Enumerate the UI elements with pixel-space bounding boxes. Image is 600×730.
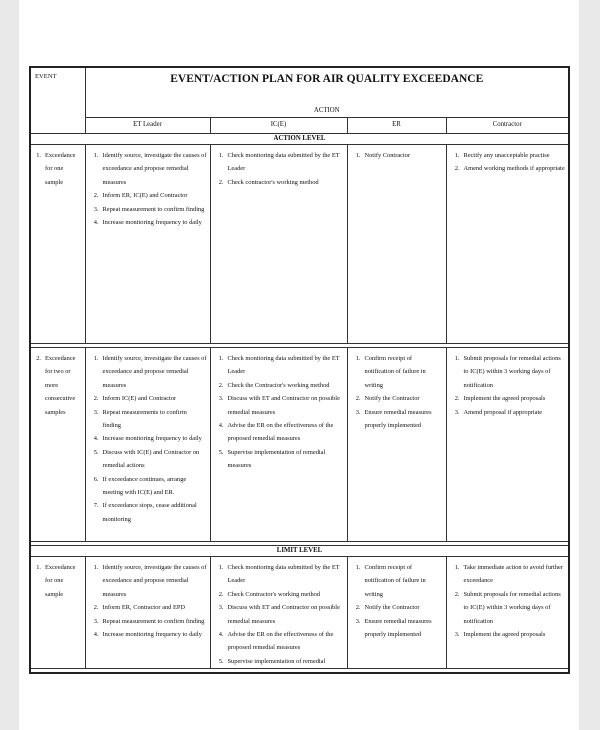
- item-text: Check monitoring data submitted by the ET Leader: [227, 355, 340, 376]
- item-text: Amend working methods if appropriate: [463, 165, 565, 173]
- item-text: Submit proposals for remedial actions to IC(E) within 3 working days of notification: [463, 590, 561, 625]
- item-text: Check monitoring data submitted by the ET Leader: [227, 564, 340, 585]
- action-list: [211, 348, 347, 473]
- item-number: 2.: [355, 604, 361, 612]
- list-item: [211, 419, 347, 446]
- list-item: [348, 149, 446, 162]
- item-number: 2.: [93, 395, 99, 403]
- section-label: LIMIT LEVEL: [30, 546, 569, 557]
- event-list: [31, 348, 85, 419]
- item-number: 3.: [454, 408, 460, 416]
- event-number: 1.: [36, 152, 41, 159]
- action-cell: [85, 557, 210, 669]
- item-text: Check the Contractor's working method: [227, 381, 330, 389]
- col-header-contractor: Contractor: [446, 118, 569, 134]
- action-cell: [210, 348, 347, 542]
- section-header-row: [30, 546, 569, 557]
- item-number: 1.: [93, 564, 99, 571]
- item-number: 2.: [454, 165, 460, 173]
- item-number: 3.: [218, 395, 224, 403]
- item-text: Inform ER, Contractor and EPD: [102, 604, 186, 612]
- action-plan-table: [29, 66, 570, 674]
- item-number: 4.: [93, 631, 99, 639]
- list-item: [86, 432, 210, 445]
- action-list: [86, 348, 210, 526]
- list-item: [86, 149, 210, 189]
- action-list: [348, 145, 446, 162]
- list-item: [348, 615, 446, 642]
- list-item: [211, 588, 347, 601]
- action-cell: [446, 557, 569, 669]
- item-text: Notify Contractor: [364, 152, 411, 159]
- list-item: [211, 446, 347, 473]
- event-list: [31, 557, 85, 601]
- item-text: Notify the Contractor: [364, 604, 420, 612]
- event-item: [31, 149, 85, 189]
- list-item: [86, 352, 210, 392]
- list-item: [348, 601, 446, 614]
- item-text: Ensure remedial measures properly implemented: [364, 617, 432, 639]
- table-body: [30, 134, 569, 674]
- table-row: [30, 557, 569, 669]
- item-number: 1.: [454, 564, 460, 571]
- row-divider: [30, 669, 569, 674]
- item-text: Discuss with ET and Contractor on possible remedial measures: [227, 395, 340, 416]
- action-list: [348, 557, 446, 641]
- col-header-et-leader: ET Leader: [85, 118, 210, 134]
- event-number: 1.: [36, 564, 41, 571]
- item-number: 2.: [355, 395, 361, 403]
- item-number: 5.: [218, 448, 224, 456]
- item-text: Discuss with ET and Contractor on possible remedial measures: [227, 604, 340, 625]
- event-cell: [30, 348, 85, 542]
- event-item: [31, 561, 85, 601]
- list-item: [447, 149, 569, 162]
- item-number: 2.: [93, 192, 99, 200]
- item-number: 4.: [93, 435, 99, 443]
- item-text: Take immediate action to avoid further exceedance: [463, 564, 563, 585]
- item-number: 1.: [218, 152, 224, 159]
- item-number: 3.: [355, 408, 361, 416]
- item-text: Identify source, investigate the causes of exceedance and propose remedial measures: [102, 564, 207, 598]
- action-cell: [85, 145, 210, 344]
- list-item: [211, 628, 347, 655]
- event-number: 2.: [36, 355, 41, 362]
- item-number: 3.: [93, 205, 99, 213]
- item-text: Identify source, investigate the causes of exceedance and propose remedial measures: [102, 355, 207, 389]
- row-divider-cell: [30, 669, 569, 674]
- item-number: 1.: [454, 355, 460, 362]
- event-text: Exceedance for one sample: [45, 152, 76, 186]
- item-text: Repeat measurements to confirm finding: [102, 408, 187, 430]
- list-item: [447, 162, 569, 175]
- item-number: 1.: [454, 152, 460, 159]
- item-text: Ensure remedial measures properly implemented: [364, 408, 432, 430]
- action-cell: [347, 145, 446, 344]
- list-item: [447, 561, 569, 588]
- event-text: Exceedance for two or more consecutive samples: [45, 355, 76, 416]
- list-item: [86, 189, 210, 202]
- item-number: 3.: [93, 408, 99, 416]
- list-item: [86, 615, 210, 628]
- item-text: Advise the ER on the effectiveness of the proposed remedial measures: [227, 631, 334, 652]
- section-header-row: [30, 134, 569, 145]
- list-item: [211, 379, 347, 392]
- item-text: Supervise implementation of remedial: [227, 657, 326, 665]
- action-list: [211, 145, 347, 189]
- item-text: Increase monitoring frequency to daily: [102, 435, 202, 443]
- list-item: [447, 588, 569, 628]
- action-cell: [347, 348, 446, 542]
- event-header: EVENT: [30, 67, 85, 134]
- item-text: Identify source, investigate the causes of exceedance and propose remedial measures: [102, 152, 207, 186]
- item-number: 5.: [218, 657, 224, 665]
- item-text: Check monitoring data submitted by the ET Leader: [227, 152, 340, 173]
- item-text: Rectify any unacceptable practise: [463, 152, 550, 159]
- item-number: 1.: [355, 564, 361, 571]
- list-item: [86, 499, 210, 526]
- action-list: [86, 557, 210, 641]
- item-text: Submit proposals for remedial actions to IC(E) within 3 working days of notification: [463, 355, 561, 389]
- item-number: 3.: [218, 604, 224, 612]
- event-cell: [30, 145, 85, 344]
- col-header-er: ER: [347, 118, 446, 134]
- list-item: [447, 352, 569, 392]
- list-item: [86, 392, 210, 405]
- action-cell: [210, 557, 347, 669]
- list-item: [86, 601, 210, 614]
- list-item: [211, 561, 347, 588]
- item-number: 2.: [454, 590, 460, 598]
- item-text: Implement the agreed proposals: [463, 631, 546, 639]
- list-item: [348, 561, 446, 601]
- list-item: [86, 446, 210, 473]
- item-number: 2.: [218, 381, 224, 389]
- item-number: 2.: [93, 604, 99, 612]
- item-text: Check Contractor's working method: [227, 590, 321, 598]
- list-item: [447, 406, 569, 419]
- list-item: [211, 655, 347, 668]
- list-item: [211, 176, 347, 189]
- action-cell: [446, 348, 569, 542]
- col-header-ic-e: IC(E): [210, 118, 347, 134]
- item-number: 3.: [355, 617, 361, 625]
- item-text: If exceedance continues, arrange meeting with IC(E) and ER.: [102, 475, 187, 497]
- item-number: 1.: [355, 355, 361, 362]
- action-list: [211, 557, 347, 668]
- list-item: [348, 406, 446, 433]
- list-item: [86, 473, 210, 500]
- list-item: [211, 149, 347, 176]
- list-item: [348, 392, 446, 405]
- action-list: [86, 145, 210, 229]
- item-text: Repeat measurement to confirm finding: [102, 617, 205, 625]
- action-list: [447, 557, 569, 641]
- item-text: Increase monitoring frequency to daily: [102, 631, 202, 639]
- list-item: [86, 628, 210, 641]
- item-text: Supervise implementation of remedial measures: [227, 448, 326, 470]
- action-cell: [347, 557, 446, 669]
- item-number: 1.: [218, 355, 224, 362]
- item-number: 2.: [218, 178, 224, 186]
- list-item: [211, 601, 347, 628]
- item-number: 7.: [93, 502, 99, 510]
- item-number: 5.: [93, 448, 99, 456]
- action-list: [447, 348, 569, 419]
- list-item: [447, 392, 569, 405]
- item-number: 4.: [218, 422, 224, 430]
- list-item: [86, 561, 210, 601]
- item-number: 4.: [93, 219, 99, 227]
- event-item: [31, 352, 85, 419]
- item-text: Implement the agreed proposals: [463, 395, 546, 403]
- item-text: Amend proposal if appropriate: [463, 408, 543, 416]
- action-cell: [446, 145, 569, 344]
- item-text: If exceedance stops, cease additional monitoring: [102, 502, 197, 523]
- item-number: 4.: [218, 631, 224, 639]
- table-row: [30, 348, 569, 542]
- list-item: [86, 406, 210, 433]
- event-text: Exceedance for one sample: [45, 564, 76, 598]
- item-number: 1.: [93, 355, 99, 362]
- item-text: Increase monitoring frequency to daily: [102, 219, 202, 227]
- item-text: Inform IC(E) and Contractor: [102, 395, 177, 403]
- item-text: Confirm receipt of notification of failure in writing: [364, 564, 426, 598]
- event-list: [31, 145, 85, 189]
- item-number: 1.: [355, 152, 361, 159]
- list-item: [211, 352, 347, 379]
- action-list: [447, 145, 569, 176]
- item-number: 2.: [218, 590, 224, 598]
- table-row: [30, 145, 569, 344]
- action-cell: [85, 348, 210, 542]
- section-label: ACTION LEVEL: [30, 134, 569, 145]
- item-number: 1.: [93, 152, 99, 159]
- item-text: Confirm receipt of notification of failure in writing: [364, 355, 426, 389]
- item-text: Notify the Contractor: [364, 395, 420, 403]
- action-list: [348, 348, 446, 432]
- list-item: [86, 216, 210, 229]
- title-cell: [85, 67, 569, 106]
- event-cell: [30, 557, 85, 669]
- item-number: 6.: [93, 475, 99, 483]
- list-item: [211, 392, 347, 419]
- item-text: Advise the ER on the effectiveness of the proposed remedial measures: [227, 422, 334, 443]
- list-item: [447, 628, 569, 641]
- page-title: EVENT/ACTION PLAN FOR AIR QUALITY EXCEEDANCE: [170, 73, 484, 85]
- list-item: [348, 352, 446, 392]
- item-number: 1.: [218, 564, 224, 571]
- item-number: 3.: [93, 617, 99, 625]
- action-cell: [210, 145, 347, 344]
- item-text: Inform ER, IC(E) and Contractor: [102, 192, 188, 200]
- item-number: 3.: [454, 631, 460, 639]
- list-item: [86, 203, 210, 216]
- item-number: 2.: [454, 395, 460, 403]
- item-text: Check contractor's working method: [227, 178, 319, 186]
- action-header: ACTION: [85, 106, 569, 118]
- item-text: Discuss with IC(E) and Contractor on remedial actions: [102, 448, 200, 470]
- item-text: Repeat measurement to confirm finding: [102, 205, 205, 213]
